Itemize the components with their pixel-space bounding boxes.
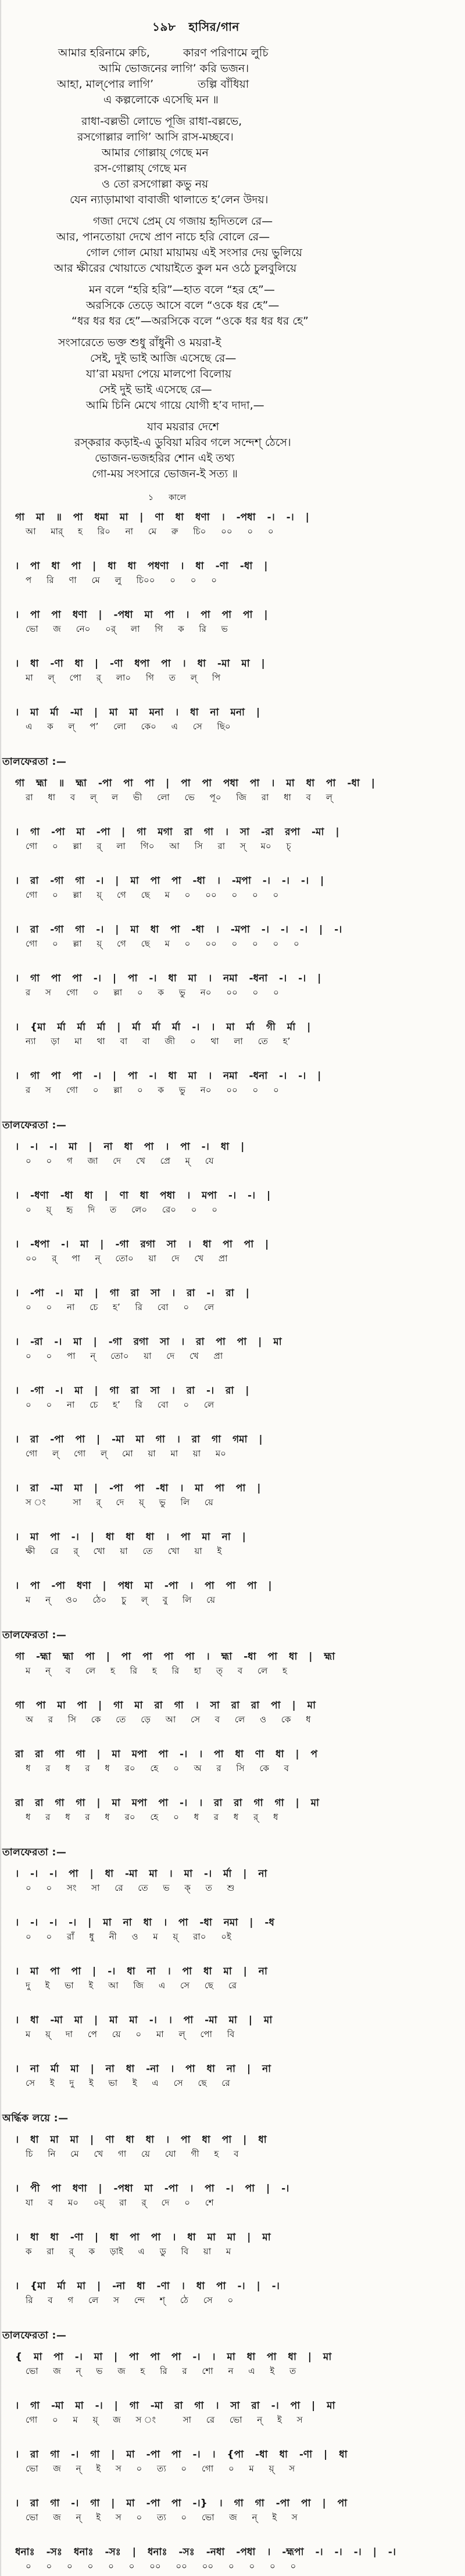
notation-syllable-row: ম য়্ দা পে য়ে ০ মা ল্ পো বি (26, 2029, 235, 2039)
notation-pair (0, 1384, 465, 1412)
lyric-line: যাব ময়রার দেশে (147, 420, 219, 433)
notation-syllable-row: ০ ০ পা ন্ তো০ য়া দে খে প্রা (26, 1351, 223, 1361)
notation-section-label: তালফেরতা :— (2, 756, 67, 768)
notation-pair (0, 2230, 465, 2258)
notation-notes-row: । মা পা পা | -। ধা না । পা ধা মা | না (15, 1966, 267, 1977)
notation-pair (0, 2133, 465, 2161)
notation-syllable-row: ভো জ ন্ ই স ০ ত্য ০ ভো জ ন্ ই স (26, 2512, 298, 2523)
lyric-line: আহা, মাল্‌পোর লাগি’ তল্পি বাঁধিয়া (57, 78, 249, 91)
notation-syllable-row: ০ ০ না চে হ’ রি বো ০ লে (26, 1302, 214, 1312)
notation-pair (0, 2399, 465, 2427)
notation-syllable-row: ভো জ নে০ ০র্ লা গি ক রি ভ (26, 624, 228, 634)
lyric-line: আমার হরিনামে রুচি, কারণ পরিণামে লুচি (58, 46, 269, 59)
notation-syllable-row: ধ র ধ র ধ র০ হে ০ ধ র ধ র্ ধ (26, 1812, 278, 1822)
notation-notes-row: । -। -। পা | ধা -মা মা । মা -। র্মা | না (15, 1868, 267, 1880)
lyric-line: মন বলে “হরি হরি”—হাত বলে “হর হে”— (89, 283, 275, 296)
notation-syllable-row: রি ব গ লে স ন্দে শ্ ঠে সে ০ (26, 2295, 234, 2305)
notation-syllable-row: চি নি মে খে গা য়ে যো গী হ ব (26, 2149, 239, 2159)
notation-syllable-row: ভো জ ন্ ভ জ হ রি র শো ন এ ই ত (26, 2366, 296, 2376)
notation-syllable-row: গো ০ ম য়্ জ স ং সা রে ভো ন্ ই স (26, 2415, 303, 2425)
notation-notes-row: । গা পা পা -। | পা -। ধা মা । নমা -ধনা -। -। | (15, 973, 321, 984)
notation-pair (0, 1965, 465, 1992)
notation-notes-row: । গা -পা মা -পা | গা মগা রা গা । সা -রা রপা -মা | (15, 826, 339, 838)
notation-pair (0, 608, 465, 636)
notation-syllable-row: ম ন্ ব লে হ রি হ রি হা ত্ ব লে হ (26, 1665, 287, 1676)
notation-notes-row: । মা পা -। | ধা ধা ধা । পা মা না | (15, 1531, 246, 1543)
notation-syllable-row: ০ ০ না চে হ’ রি বো ০ লে (26, 1399, 214, 1410)
notation-notes-row: । -ধপা -। মা | -গা রগা সা । ধা পা পা | (15, 1239, 269, 1250)
notation-notes-row: গা পা মা পা | গা মা রা গা । সা রা রা পা | মা (15, 1700, 316, 1711)
notation-pair (0, 1433, 465, 1460)
notation-pair (0, 1069, 465, 1097)
lyric-line: যা’রা ময়দা পেয়ে মালপো বিলোয় (86, 368, 232, 380)
lyric-line: আর ক্ষীরের খোয়াতে খোয়াইতে কুল মন ওঠে চুলবুলিয়ে (54, 262, 297, 275)
notation-pair (0, 776, 465, 804)
notation-pair (0, 2496, 465, 2524)
notation-syllable-row: যা ব ম০ ০য়্ রা র্ দে ০ শে (26, 2197, 214, 2208)
notation-block (0, 491, 465, 2576)
notation-notes-row: । না র্মা মা | না ধা -না । পা ধা না | না (15, 2063, 271, 2075)
notation-syllable-row: সে ই দু ই ভা ই এ সে ছে রে (26, 2078, 230, 2088)
lyric-line: আমার গোল্লায়্‌ গেছে মন (102, 146, 209, 159)
notation-pair (0, 1579, 465, 1607)
notation-syllable-row: ০ ০ সং সা রে তে ভ ক্ ত শু (26, 1883, 235, 1893)
lyric-line: ও তো রসগোল্লা কভু নয় (102, 178, 209, 190)
notation-notes-row: । গা -মা মা -। | গা -মা রা গা । সা রা -। পা | মা (15, 2400, 335, 2412)
notation-pair (0, 2279, 465, 2307)
lyric-line: এ কল্পলোকে এসেছি মন ॥ (103, 93, 219, 106)
notation-pair (0, 972, 465, 999)
notation-pair (0, 2062, 465, 2090)
notation-pair (0, 923, 465, 951)
lyric-line: গোল গোল মোয়া মায়াময় এই সংসার দেয় ভুলিয়ে (86, 246, 302, 259)
lyric-line: আমি ভোজনের লাগি’ করি ভজন। (99, 62, 249, 75)
notation-pair (0, 2013, 465, 2041)
notation-pair (0, 1020, 465, 1048)
notation-section-label: তালফেরতা :— (2, 1847, 67, 1858)
notation-notes-row: । ধা -মা মা | মা মা -। । পা -মা মা | মা (15, 2014, 273, 2026)
notation-notes-row: । পা -পা ধণা | পধা মা -পা । পা পা পা | (15, 1580, 272, 1592)
notation-header-row (148, 491, 465, 505)
notation-notes-row: । রা -গা গা -। | মা ধা পা -ধা । -মপা -। -। -। | -। (15, 924, 342, 936)
notation-pair (0, 1335, 465, 1363)
lyric-line: অরসিকে তেড়ে আসে বলে “ওকে ধর হে”— (86, 299, 280, 312)
notation-syllable-row: এ ক ল্ প’ লো কে০ এ সে ছি০ (26, 721, 231, 732)
notation-pair (0, 1796, 465, 1824)
notation-section-label: অর্দ্ধিক লয়ে :— (2, 2113, 69, 2124)
notation-notes-row: রা রা গা গা | মা মপা পা -। । পা ধা ণা ধা | প (15, 1748, 317, 1760)
lyric-line: গজা দেখে প্রেম্‌ যে গজায় হৃদিতলে রে— (93, 215, 273, 228)
notation-syllable-row: গো ল্ গো ল্ মো য়া মা য়া ম০ (26, 1448, 226, 1459)
notation-notes-row: । গা পা পা -। | পা -। ধা মা । নমা -ধনা -। -। | (15, 1070, 321, 1082)
lyric-line: সেই দুই ভাই এসেছে রে— (99, 383, 212, 396)
notation-syllable-row: গো ০ ল্লা য়্ গে ছে ম ০ ০০ ০ ০ ০ (26, 890, 279, 900)
notation-syllable-row: প রি ণা মে লু চি০০ ০ ০ ০ (26, 575, 217, 585)
notation-syllable-row: ক রা র্ ক ড়াই এ ডু বি য়া ম (26, 2246, 231, 2257)
notation-pair (0, 559, 465, 587)
notation-pair (0, 1747, 465, 1775)
lyric-line: রসগোল্লার লাগি’ আসি রাস-মচ্ছবে। (77, 131, 234, 143)
notation-syllable-row: ০ ০ গ জা দে খে প্রে ম্ যে (26, 1156, 214, 1166)
notation-notes-row: । রা -মা মা | -পা পা -ধা । মা পা পা | (15, 1483, 261, 1494)
notation-syllable-row: স ং সা র্ দে য়্ ভু লি য়ে (26, 1497, 213, 1508)
notation-syllable-row: গো ০ ল্লা য়্ গে ছে ম ০ ০০ ০ ০ ০ ০ (26, 938, 299, 949)
notation-notes-row: । {মা র্মা র্মা র্মা | র্মা র্মা র্মা -। । মা র্মা গী র্মা | (15, 1021, 311, 1033)
notation-notes-row: রা রা গা গা | মা মপা পা -। । রা রা গা গা | মা (15, 1797, 319, 1809)
notation-pair (0, 1650, 465, 1678)
notation-pair (0, 1237, 465, 1265)
notation-syllable-row: ন্যা ড়া মা থা বা বা জী ০ থা লা তে হ’ (26, 1036, 291, 1046)
notation-section-label: তালফেরতা :— (2, 1629, 67, 1641)
lyrics-block (0, 45, 465, 482)
notation-notes-row: । -। -। -। | মা না ধা । পা -ধা নমা | -ধ (15, 1917, 274, 1929)
notation-notes-row: গা মা ॥ পা ধমা মা | ণা ধা ধণা । -পধা -। -। | (15, 512, 309, 523)
notation-notes-row: । -রা -। মা | -গা রগা সা । রা পা পা | মা (15, 1336, 282, 1348)
lyric-line: রস-গোল্লায়্‌ গেছে মন (94, 162, 187, 175)
notation-syllable-row: ক্ষী রে র্ খো য়া তে খো য়া ই (26, 1546, 222, 1556)
notation-notes-row: । ধা মা মা | ণা ধা ধা । পা ধা পা | ধা (15, 2134, 267, 2146)
notation-pair (0, 2545, 465, 2573)
notation-sections (0, 510, 465, 2573)
notation-syllable-row: র স গো ০ ল্লা ০ ক ভু ন০ ০০ ০ ০ (26, 1085, 279, 1095)
notation-notes-row: । পা পা ধণা | -পধা মা পা । পা পা পা | (15, 609, 268, 621)
notation-notes-row: । রা -গা গা -। | মা পা পা -ধা । -মপা -। -। -। | (15, 875, 324, 887)
notation-syllable-row: ধ র ধ র ধ র০ হে ০ অ র সি কে ব (26, 1763, 289, 1773)
notation-notes-row: { মা পা -। মা | পা পা পা -। । মা ধা পা ধা | মা (15, 2351, 332, 2363)
lyric-line: আমি চিনি মেখে গায়ে যোগী হ’ব দাদা,— (86, 399, 264, 412)
notation-pair (0, 825, 465, 853)
notation-pair (0, 657, 465, 685)
notation-syllable-row: ভো জ ন্ ই স ০ ত্য ০ গো ০ ম য়্ স (26, 2463, 295, 2474)
notation-section-label: তালফেরতা :— (2, 2330, 67, 2341)
notation-notes-row: গা -হ্মা হ্মা পা | পা পা পা পা । হ্মা -ধা পা ধা | হ্মা (15, 1651, 335, 1663)
notation-syllable-row: ০ ০ ০ ০ ০ ০ ০০ ০০ ০০ ০ ০ ০ ০ (26, 2561, 296, 2571)
notation-notes-row: । ধা ধা -ণা | ধা পা পা । ধা মা মা | মা (15, 2232, 271, 2243)
notation-section-label: তালফেরতা :— (2, 1120, 67, 1131)
lyric-line: যেন ন্যাড়ামাথা বাবাজী থালাতে হ’লেন উদয়। (70, 193, 269, 206)
lyric-line: গো-ময় সংসারে ভোজন-ই সত্য ॥ (92, 467, 238, 480)
notation-pair (0, 2182, 465, 2210)
notation-pair (0, 2350, 465, 2378)
notation-syllable-row: ০০ র্ পা ন্ তো০ য়া দে খে প্রা (26, 1253, 228, 1264)
lyric-line: রস্‌করার কড়াই-এ ডুবিয়া মরিব গলে সন্দেশ্‌ ঠেসে। (74, 436, 291, 449)
notation-notes-row: । রা -পা পা | -মা মা গা । রা গা গমা | (15, 1434, 263, 1445)
notation-notes-row: । রা গা -। গা | মা -পা পা -। । {পা -ধা ধা -ণা | ধা (15, 2449, 348, 2460)
lyric-line: সংসারেতে ভক্ত শুধু রাঁধুনী ও ময়রা-ই (58, 336, 221, 349)
notation-pair (0, 2448, 465, 2476)
notation-syllable-row: রা ধা ব ল্ ল ভী লো ভে পূ০ জি রা ধা ব ল্ (26, 792, 332, 803)
notation-notes-row: । -পা -। মা | গা রা সা । রা -। রা | (15, 1287, 249, 1299)
notation-pair (0, 1699, 465, 1726)
notation-notes-row: । পী পা ধণা | -পধা মা -পা । পা -। পা | -। (15, 2183, 289, 2194)
notation-syllable-row: গো ০ ল্লা র্ লা গি০ আ সি রা স্ ম০ চ্ (26, 841, 291, 851)
notation-syllable-row: আ মার্ হ রি০ না মে রু চি০ ০০ ০ ০ (26, 526, 274, 537)
notation-notes-row: । -গা -। মা | গা রা সা । রা -। রা | (15, 1385, 249, 1397)
notation-notes-row: । পা ধা পা | ধা ধা পধণা । ধা -ণা -ধা | (15, 560, 268, 572)
lyric-line: ভোজন-ভজহরির শোন এই তথ্য (95, 452, 235, 465)
notation-pair (0, 706, 465, 733)
notation-notes-row: । -। -। মা | না ধা পা । পা -। ধা | (15, 1141, 245, 1153)
notation-syllable-row: মা ল্ পো র্ লা০ গি ত ল্ পি (26, 672, 221, 683)
notation-notes-row: । মা র্মা -মা | মা মা মনা । ধা না মনা | (15, 707, 260, 718)
notation-pair (0, 874, 465, 902)
notation-pair (0, 1189, 465, 1217)
notation-pair (0, 1916, 465, 1944)
page-category: হাসির/গান (188, 20, 239, 34)
page-header (152, 19, 239, 38)
notation-syllable-row: ০ য়্ হৃ দি ত লে০ রে০ ০ ০ (26, 1204, 217, 1215)
lyric-line: রাধা-বল্লভী লোভে পূজি রাধা-বল্লভে, (81, 115, 242, 128)
lyric-line: আর, পানতোয়া দেখে প্রাণ নাচে হরি বোলে রে— (56, 231, 270, 243)
notation-syllable-row: দু ই ভা ই আ জি এ সে ছে রে (26, 1980, 237, 1991)
page-number: ১৯৮ (152, 20, 176, 34)
notation-syllable-row: র স গো ০ ল্লা ০ ক ভু ন০ ০০ ০ ০ (26, 987, 279, 998)
notation-syllable-row: ম ন্ ও০ ঠে০ চু ল্ বু লি য়ে (26, 1595, 216, 1605)
notation-notes-row: । রা গা -। গা | মা -পা পা -।} । গা গা -পা পা | পা (15, 2498, 348, 2509)
notation-pair (0, 1867, 465, 1895)
notation-pair (0, 1481, 465, 1509)
notation-syllable-row: অ র সি কে তে ড়ে আ সে ব লে ও কে ধ (26, 1714, 311, 1725)
lyric-line: “ধর ধর ধর হে”—অরসিকে বলে “ওকে ধর ধর ধর হে” (71, 315, 309, 328)
notation-pair (0, 1286, 465, 1314)
lyric-line: সেই, দুই ভাই আজি এসেছে রে— (90, 352, 237, 365)
notation-pair (0, 1140, 465, 1168)
notation-pair (0, 1530, 465, 1558)
notation-notes-row: । -ধণা -ধা ধা | ণা ধা পধা । মপা -। -। | (15, 1190, 271, 1201)
notation-beat-number: ১ (148, 493, 154, 502)
notation-notes-row: । ধা -ণা ধা | -ণা ধপা পা । ধা -মা মা | (15, 658, 265, 670)
notation-notes-row: । {মা র্মা মা | -না ধা -ণা । ধা পা -। | -। (15, 2280, 280, 2292)
notation-pair (0, 510, 465, 538)
notation-syllable-row: ০ ০ রাঁ ধু নী ও ম য়্ রা০ ০ই (26, 1931, 231, 1942)
notation-notes-row: গা হ্মা ॥ হ্মা -পা পা পা | পা পা পধা পা । মা ধা পা -ধা | (15, 778, 375, 789)
notation-notes-row: ধনাঃ -সঃ ধনাঃ -সঃ | ধনাঃ -সঃ -নধা -পধা । -হ্মপা -। -। -। | -। (15, 2546, 396, 2558)
notation-taal-label: কালে (169, 493, 187, 502)
